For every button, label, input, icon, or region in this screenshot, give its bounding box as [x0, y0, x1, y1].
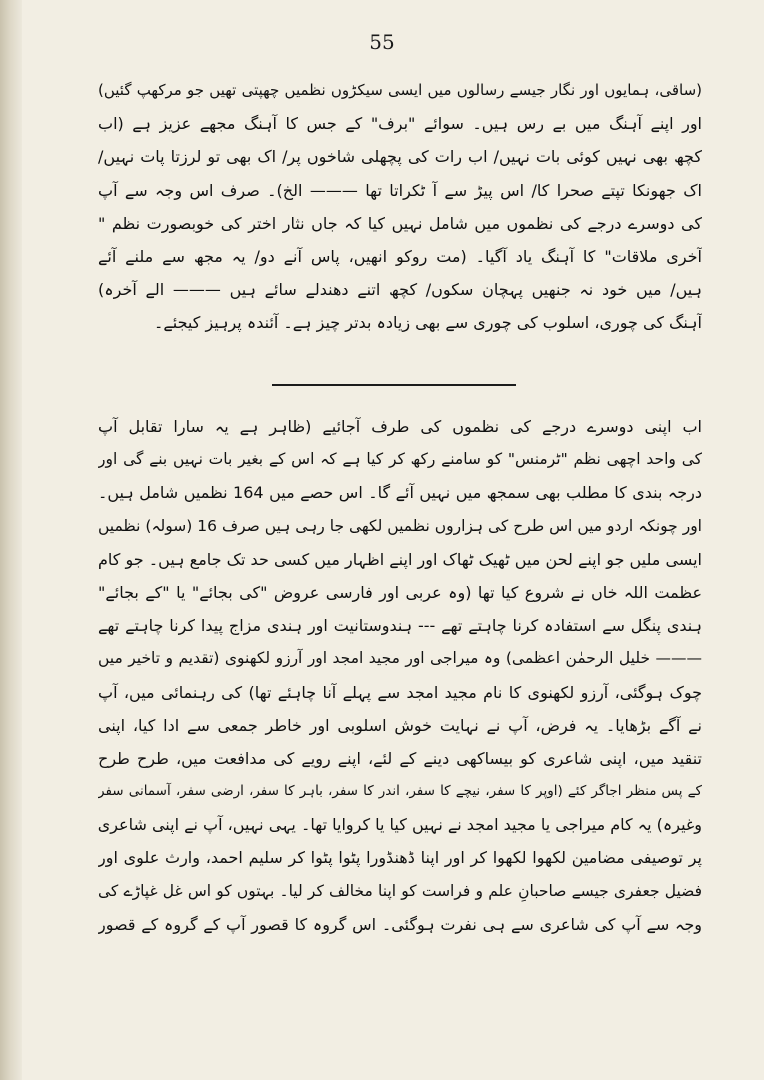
text-line: ایسی ملیں جو اپنے لحن میں ٹھیک ٹھاک اور اپنے اظہار میں کسی حد تک جامع ہیں۔ جو کام — [98, 549, 702, 569]
text-line: آہنگ کی چوری، اسلوب کی چوری سے بھی زیادہ بدتر چیز ہے۔ آئندہ پرہیز کیجئے۔ — [154, 313, 702, 333]
text-line: آخری ملاقات" کا آہنگ یاد آگیا۔ (مت روکو انھیں، پاس آنے دو/ یہ مجھ سے ملنے آئے — [98, 246, 702, 266]
paragraph-2 — [98, 410, 702, 941]
paragraph-1 — [98, 74, 702, 340]
text-line: اور اپنے آہنگ میں بے رس ہیں۔ سوائے "برف" کے جس کا آہنگ مجھے عزیز ہے (اب — [98, 114, 702, 134]
text-line: کچھ بھی نہیں کوئی بات نہیں/ اب رات کی پچھلی شاخوں پر/ اک بھی تو لرزتا پات نہیں/ — [98, 147, 702, 167]
text-line: (ساقی، ہمایوں اور نگار جیسے رسالوں میں ایسی سیکڑوں نظمیں چھپتی تھیں جو مرکھپ گئیں) — [98, 81, 702, 99]
text-line: عظمت اللہ خاں نے شروع کیا تھا (وہ عربی اور فارسی عروض "کی بجائے" یا "کے بجائے" — [98, 582, 702, 602]
text-line: ہیں/ میں خود نہ جنھیں پہچان سکوں/ کچھ اتنے دھندلے سائے ہیں ——— الے آخرہ) — [98, 280, 702, 300]
text-line: ——— خلیل الرحمٰن اعظمی) وہ میراجی اور مجید امجد اور آرزو لکھنوی (تقدیم و تاخیر میں — [98, 649, 702, 668]
text-line: اور چونکہ اردو میں اس طرح کی ہزاروں نظمیں لکھی جا رہی ہیں صرف 16 (سولہ) نظمیں — [98, 516, 702, 535]
text-line: اک جھونکا تپتے صحرا کا/ اس پیڑ سے آ ٹکراتا تھا ——— الخ)۔ صرف اس وجہ سے آپ — [98, 180, 702, 200]
text-line: نے آگے بڑھایا۔ یہ فرض، آپ نے نہایت خوش اسلوبی اور خاطر جمعی سے ادا کیا، اپنی — [98, 715, 702, 735]
text-line: اب اپنی دوسرے درجے کی نظموں کی طرف آجائیے (ظاہر ہے یہ سارا تقابل آپ — [98, 417, 702, 436]
text-line: وجہ سے آپ کی شاعری سے ہی نفرت ہوگئی۔ اس گروہ کا قصور آپ کے گروہ کے قصور — [98, 914, 702, 934]
text-line: کے پس منظر اجاگر کئے (اوپر کا سفر، نیچے کا سفر، اندر کا سفر، باہر کا سفر، ارضی سفر، آسمانی سفر — [98, 783, 702, 800]
text-line: تنقید میں، اپنی شاعری کو بیساکھی دینے کے لئے، اپنے رویے کی مدافعت میں، طرح طرح — [98, 748, 702, 768]
text-line: چوک ہوگئی، آرزو لکھنوی کا نام مجید امجد سے پہلے آنا چاہئے تھا) کی رہنمائی میں، آپ — [98, 682, 702, 702]
text-line: پر توصیفی مضامین لکھوا لکھوا کر اور اپنا ڈھنڈورا پٹوا پٹوا کر سلیم احمد، وارث علوی اور — [98, 848, 702, 868]
text-line: کی دوسرے درجے کی نظموں میں شامل نہیں کیا کہ جاں نثار اختر کی خوبصورت نظم " — [98, 213, 702, 233]
text-line: فضیل جعفری جیسے صاحبانِ علم و فراست کو اپنا مخالف کر لیا۔ بہتوں کو اس غل غپاڑے کی — [98, 881, 702, 900]
text-line: وغیرہ) یہ کام میراجی یا مجید امجد نے نہیں کیا یا کروایا تھا۔ یہی نہیں، آپ نے اپنی شاعری — [98, 815, 702, 835]
text-line: کی واحد اچھی نظم "ٹرمنس" کو سامنے رکھ کر کیا ہے کہ اس کے بغیر بات نہیں بنے گی اور — [98, 450, 702, 469]
text-line: درجہ بندی کا مطلب بھی سمجھ میں نہیں آئے گا۔ اس حصے میں 164 نظمیں شامل ہیں۔ — [98, 483, 702, 503]
page-number: 55 — [369, 30, 395, 54]
page-binding-edge — [0, 0, 22, 1080]
text-line: ہندی پنگل سے استفادہ کرنا چاہتے تھے --- ہندوستانیت اور ہندی مزاج پیدا کرنا چاہتے تھے — [98, 616, 702, 636]
section-divider — [272, 384, 516, 386]
